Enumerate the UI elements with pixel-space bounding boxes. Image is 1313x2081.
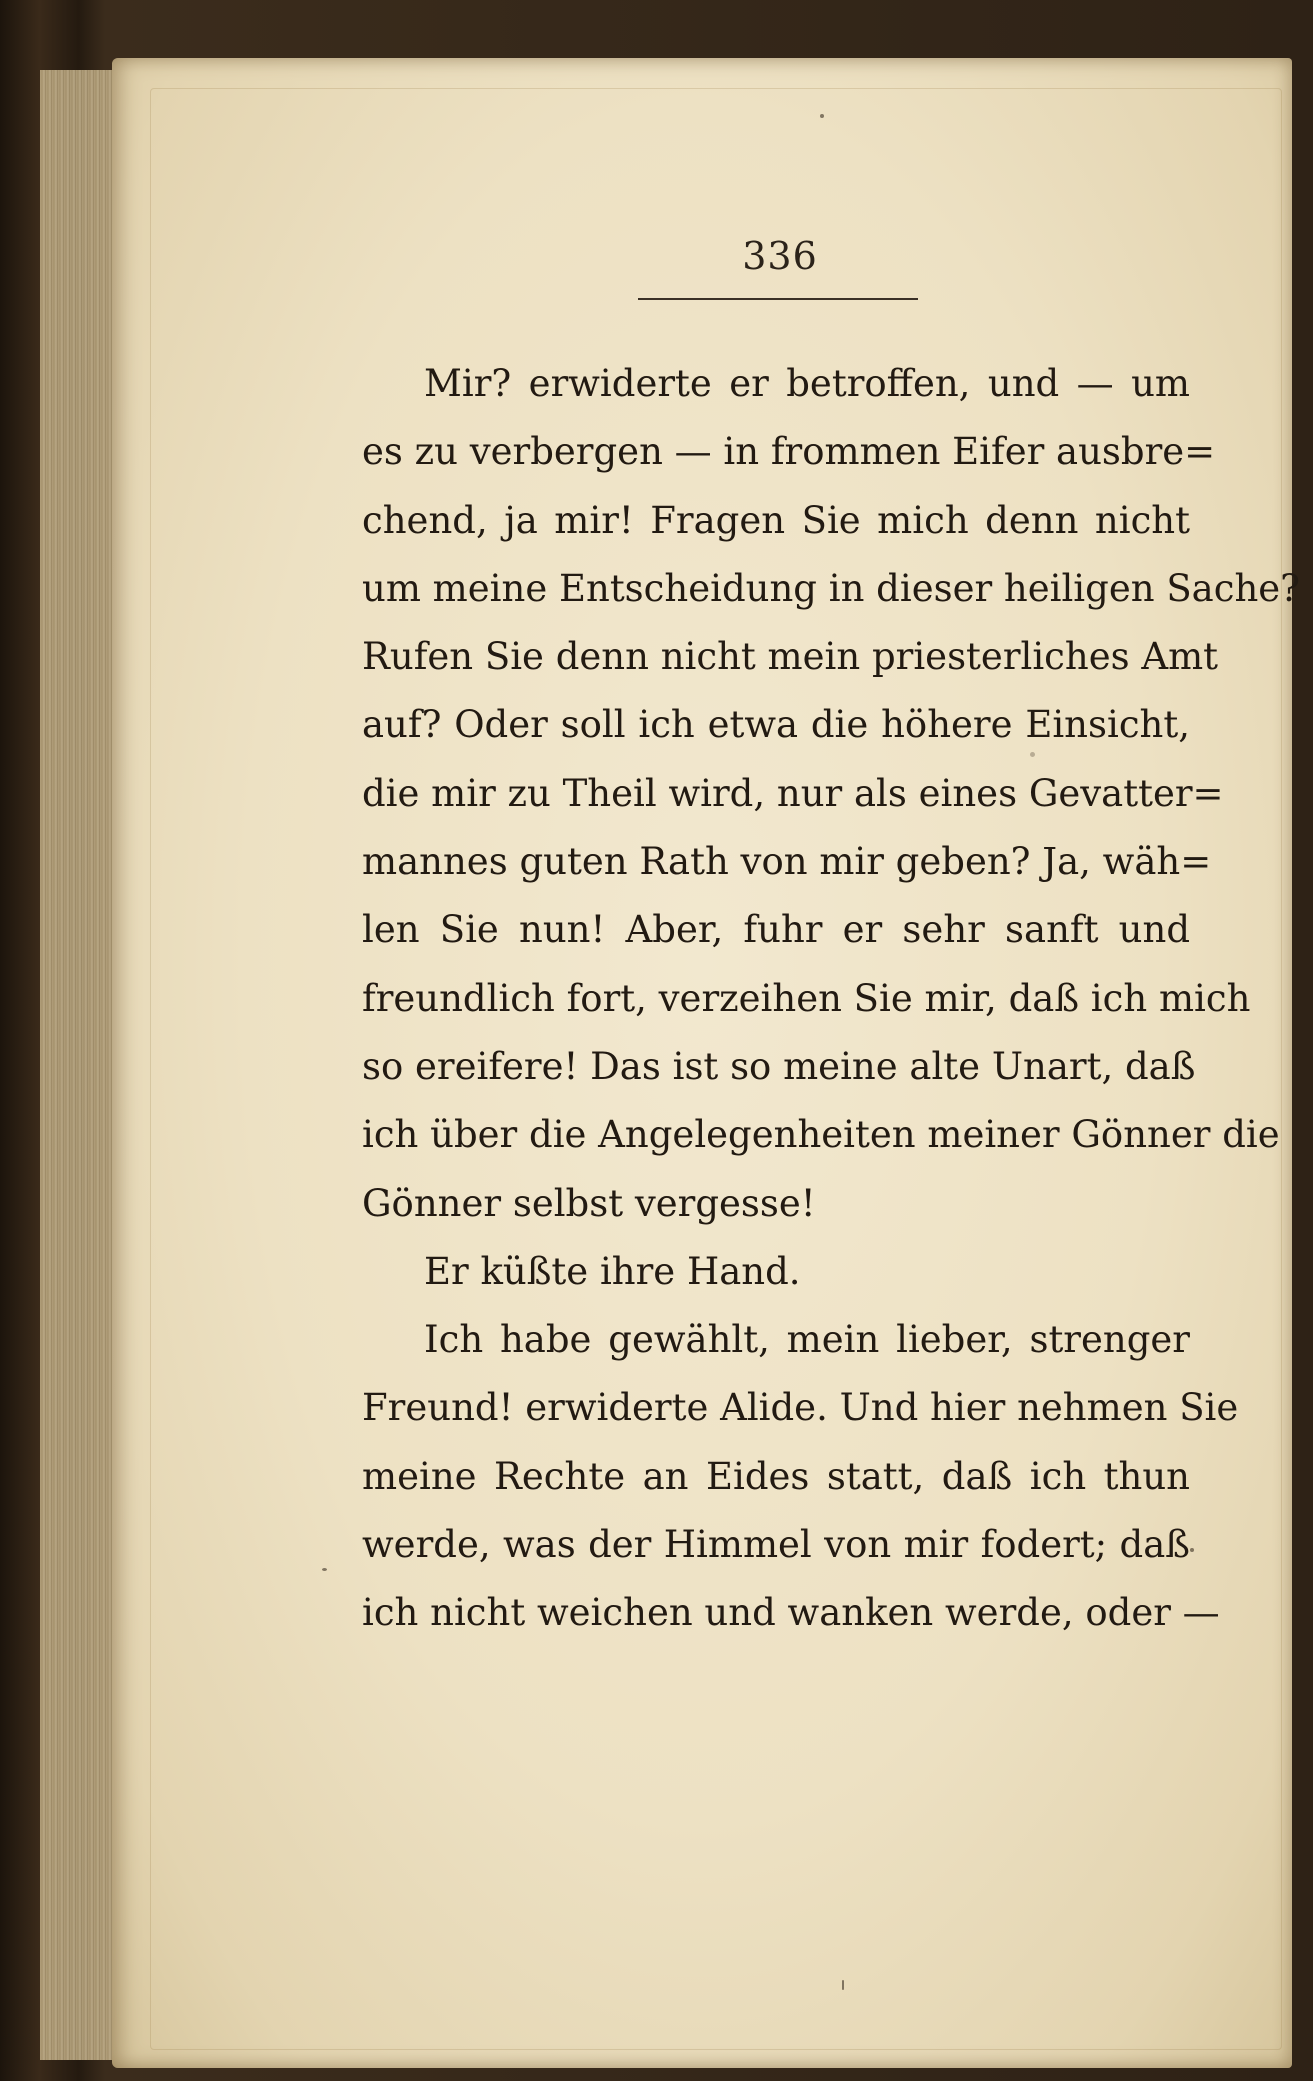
- paper-speck: [1190, 1548, 1194, 1552]
- text-line: Ich habe gewählt, mein lieber, strenger: [424, 1318, 1190, 1362]
- paper-speck: [1030, 752, 1035, 757]
- text-line: freundlich fort, verzeihen Sie mir, daß ich mich: [362, 976, 1251, 1020]
- paper-speck: [322, 1568, 327, 1571]
- text-line: Rufen Sie denn nicht mein priesterliches Amt: [362, 635, 1219, 679]
- text-line: so ereifere! Das ist so meine alte Unart, daß: [362, 1044, 1196, 1088]
- page-edges: [40, 70, 120, 2060]
- text-line: ich nicht weichen und wanken werde, oder —: [362, 1591, 1220, 1635]
- text-line: auf? Oder soll ich etwa die höhere Einsicht,: [362, 703, 1190, 747]
- text-line: um meine Entscheidung in dieser heiligen Sache?: [362, 566, 1301, 610]
- body-text: [362, 350, 1301, 1648]
- text-line: die mir zu Theil wird, nur als eines Gevatter=: [362, 771, 1224, 815]
- paper-speck: [820, 114, 824, 118]
- text-line: Gönner selbst vergesse!: [362, 1181, 816, 1225]
- text-line: Freund! erwiderte Alide. Und hier nehmen Sie: [362, 1386, 1239, 1430]
- text-line: mannes guten Rath von mir geben? Ja, wäh=: [362, 840, 1212, 884]
- text-line: werde, was der Himmel von mir fodert; daß: [362, 1523, 1190, 1567]
- text-line: Mir? erwiderte er betroffen, und — um: [424, 362, 1190, 405]
- page-number: 336: [742, 234, 818, 278]
- text-line: es zu verbergen — in frommen Eifer ausbre=: [362, 430, 1216, 474]
- paper-speck: [842, 1980, 844, 1990]
- text-line: len Sie nun! Aber, fuhr er sehr sanft und: [362, 908, 1190, 952]
- header-rule: [638, 298, 918, 300]
- text-line: ich über die Angelegenheiten meiner Gönner die: [362, 1113, 1280, 1157]
- text-line: meine Rechte an Eides statt, daß ich thun: [362, 1454, 1190, 1498]
- text-line: Er küßte ihre Hand.: [424, 1249, 801, 1293]
- text-line: chend, ja mir! Fragen Sie mich denn nicht: [362, 498, 1190, 542]
